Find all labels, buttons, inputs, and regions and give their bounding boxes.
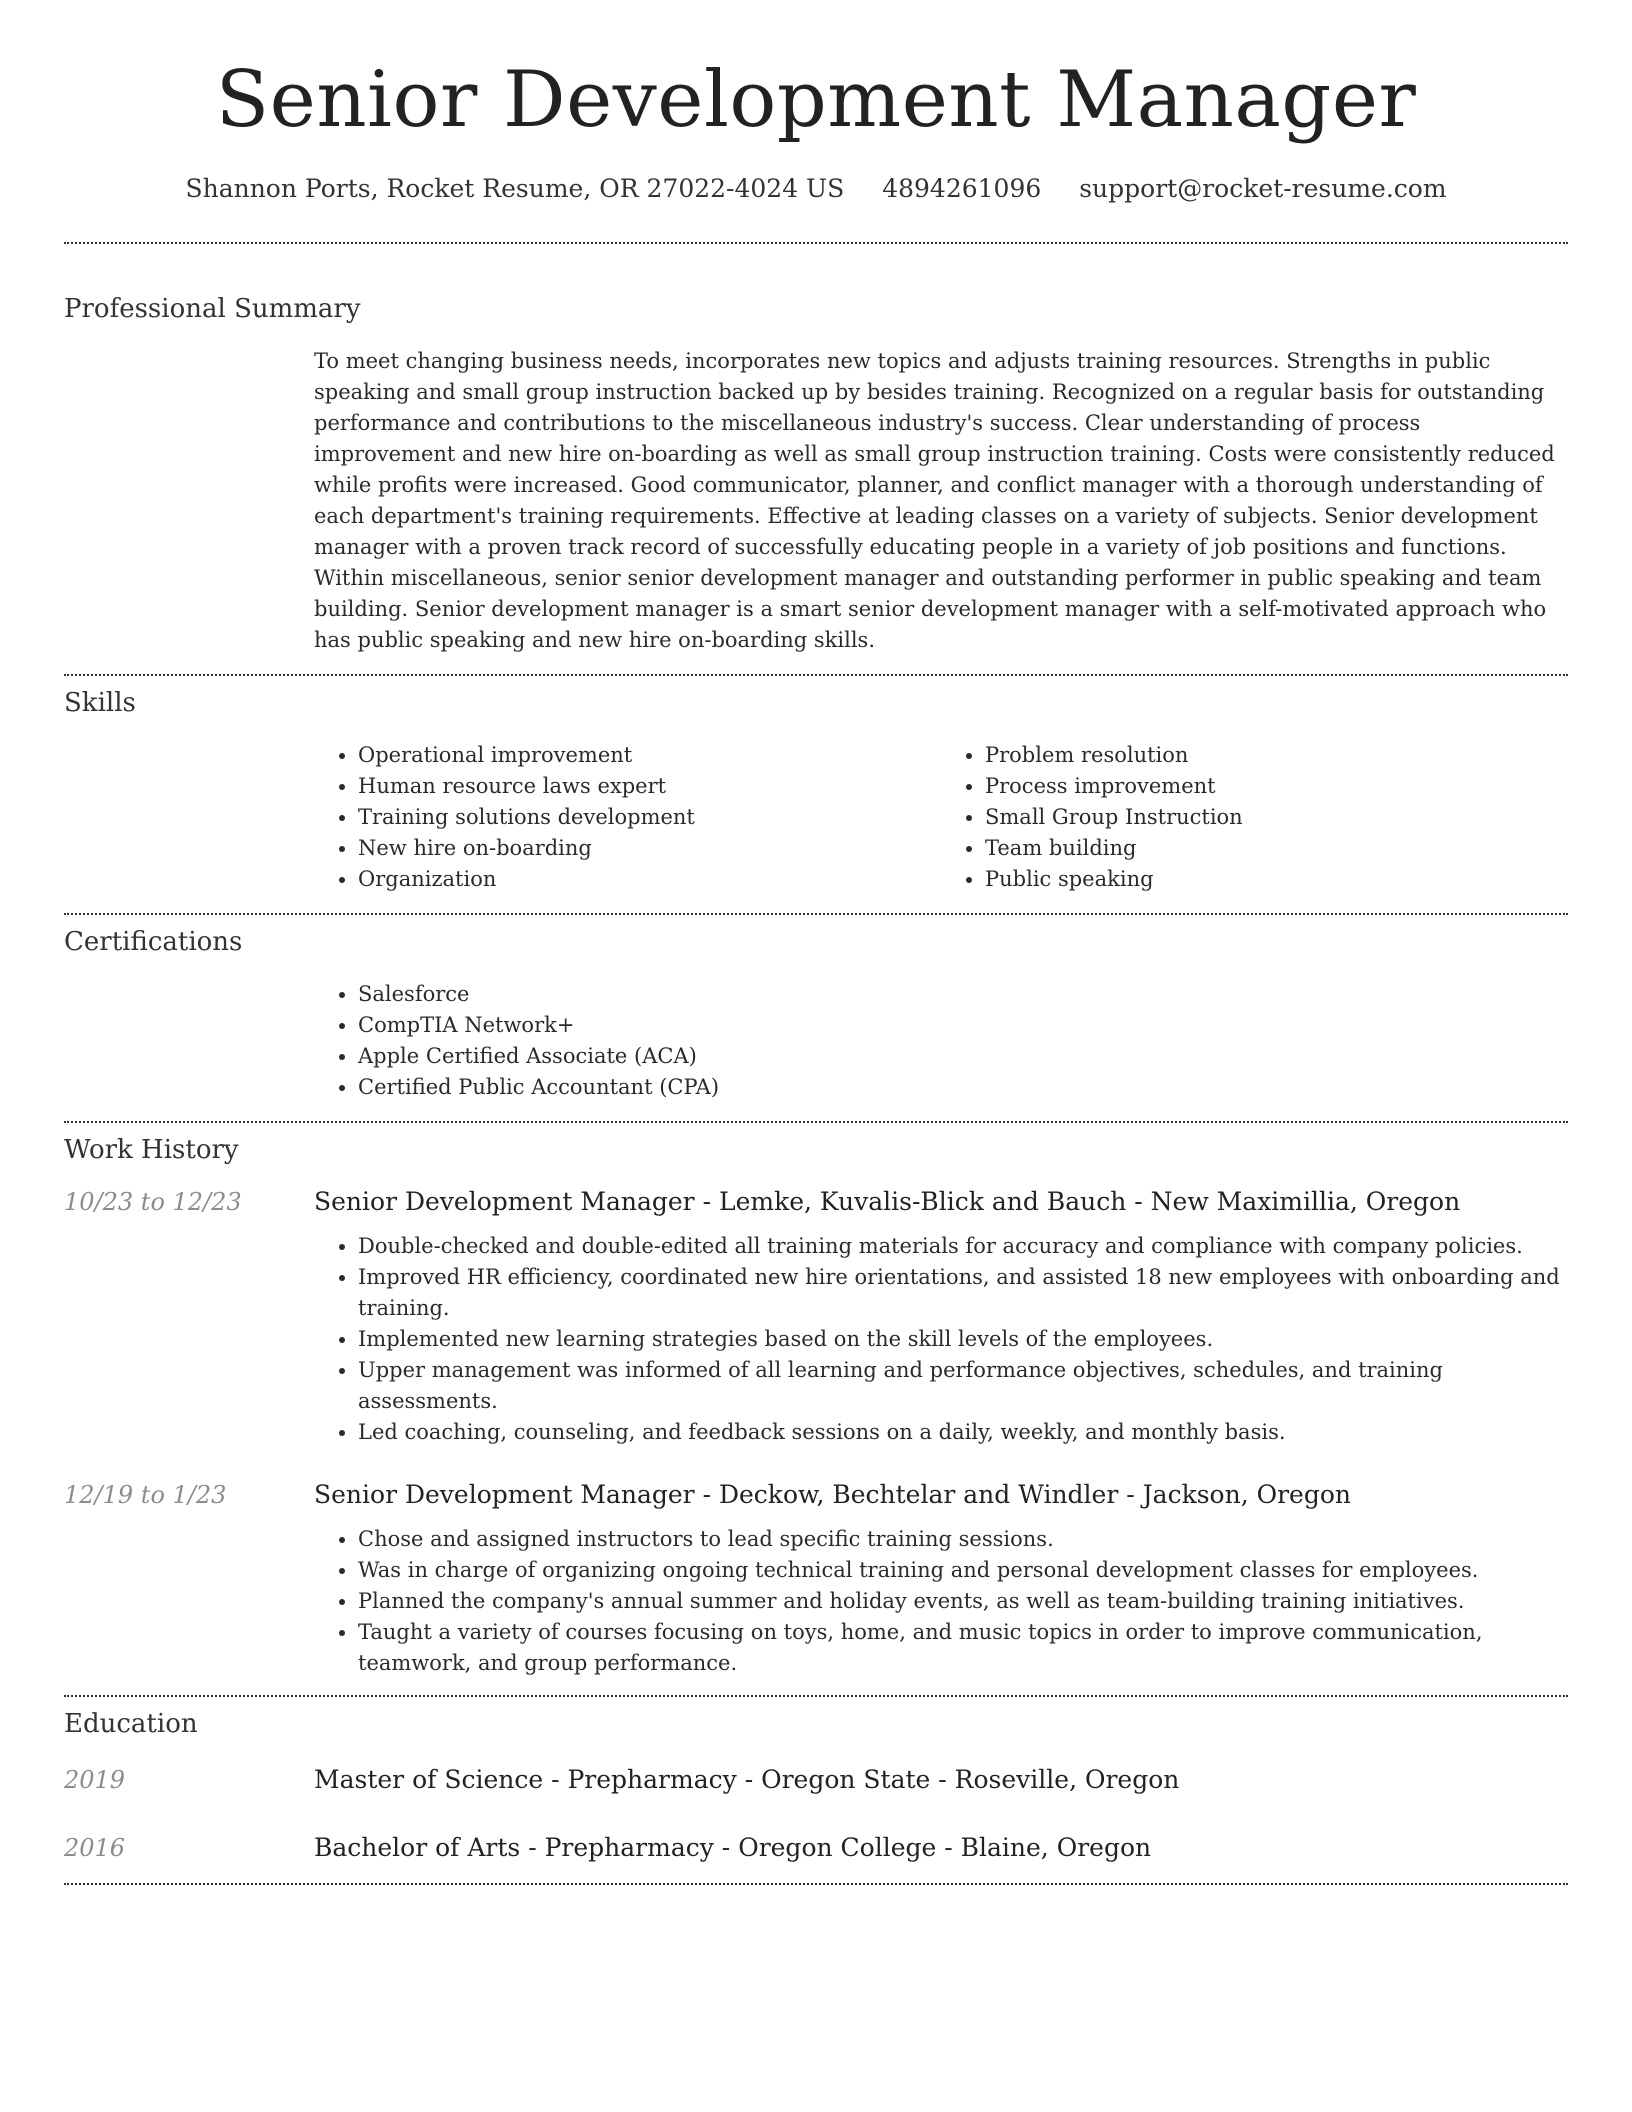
skill-item: • Human resource laws expert	[358, 771, 941, 802]
job-bullet: • Chose and assigned instructors to lead specific training sessions.	[358, 1524, 1568, 1555]
summary-content	[314, 346, 1568, 656]
skills-list-right	[941, 740, 1568, 895]
education-entry	[64, 1831, 1568, 1865]
certifications-heading: Certifications	[64, 927, 243, 957]
skills-heading: Skills	[64, 688, 136, 718]
job-heading: Senior Development Manager - Deckow, Bechtelar and Windler - Jackson, Oregon	[314, 1480, 1351, 1509]
education-heading-line: Bachelor of Arts - Prepharmacy - Oregon College - Blaine, Oregon	[314, 1833, 1152, 1862]
job-bullet: • Planned the company's annual summer and holiday events, as well as team-building training initiatives.	[358, 1586, 1568, 1617]
skill-item: • New hire on-boarding	[358, 833, 941, 864]
education-section	[64, 1697, 1568, 1865]
job-bullets	[314, 1231, 1568, 1448]
job-header	[64, 1185, 1568, 1219]
section-divider	[64, 1883, 1568, 1885]
skill-item: • Training solutions development	[358, 802, 941, 833]
contact-email: support@rocket-resume.com	[1079, 174, 1447, 203]
work-history-section	[64, 1123, 1568, 1679]
skill-item: • Small Group Instruction	[985, 802, 1568, 833]
skills-content	[314, 740, 1568, 895]
job-bullet: • Was in charge of organizing ongoing technical training and personal development classes for employees.	[358, 1555, 1568, 1586]
job-details	[314, 1231, 1568, 1448]
certifications-content	[314, 979, 1568, 1103]
job-bullet: • Double-checked and double-edited all training materials for accuracy and compliance with company policies.	[358, 1231, 1568, 1262]
certification-item: • Apple Certified Associate (ACA)	[358, 1041, 1568, 1072]
skill-item: • Public speaking	[985, 864, 1568, 895]
job-bullet: • Taught a variety of courses focusing on toys, home, and music topics in order to improve communication, teamwork, and group performance.	[358, 1617, 1568, 1679]
skills-section	[64, 676, 1568, 895]
skill-item: • Problem resolution	[985, 740, 1568, 771]
job-bullet: • Led coaching, counseling, and feedback sessions on a daily, weekly, and monthly basis.	[358, 1417, 1568, 1448]
job-heading: Senior Development Manager - Lemke, Kuvalis-Blick and Bauch - New Maximillia, Oregon	[314, 1187, 1461, 1216]
job-bullet: • Upper management was informed of all learning and performance objectives, schedules, and training assessments.	[358, 1355, 1568, 1417]
job-dates: 12/19 to 1/23	[64, 1481, 227, 1509]
skill-item: • Operational improvement	[358, 740, 941, 771]
resume-header	[64, 0, 1568, 206]
candidate-title: Senior Development Manager	[215, 55, 1417, 145]
certification-item: • Certified Public Accountant (CPA)	[358, 1072, 1568, 1103]
certifications-section	[64, 915, 1568, 1103]
summary-section	[64, 244, 1568, 656]
job-bullet: • Implemented new learning strategies based on the skill levels of the employees.	[358, 1324, 1568, 1355]
job-bullets	[314, 1524, 1568, 1679]
skill-item: • Organization	[358, 864, 941, 895]
contact-phone: 4894261096	[882, 174, 1042, 203]
work-history-heading: Work History	[64, 1135, 239, 1165]
job-entry	[64, 1185, 1568, 1448]
education-year: 2016	[64, 1834, 126, 1862]
education-heading-line: Master of Science - Prepharmacy - Oregon State - Roseville, Oregon	[314, 1765, 1180, 1794]
certification-item: • Salesforce	[358, 979, 1568, 1010]
certifications-list	[314, 979, 1568, 1103]
job-details	[314, 1524, 1568, 1679]
contact-address: Shannon Ports, Rocket Resume, OR 27022-4024 US	[185, 174, 845, 203]
summary-text: To meet changing business needs, incorporates new topics and adjusts training resources. Strengths in public speaking and small group instruction backed up by besides training. Recognized on a regular basis for outstanding performance and contributions to the miscellaneous industry's success. Clear understanding of process improvement and new hire on-boarding as well as small group instruction training. Costs were consistently reduced while profits were increased. Good communicator, planner, and conflict manager with a thorough understanding of each department's training requirements. Effective at leading classes on a variety of subjects. Senior development manager with a proven track record of successfully educating people in a variety of job positions and functions. Within miscellaneous, senior senior development manager and outstanding performer in public speaking and team building. Senior development manager is a smart senior development manager with a self-motivated approach who has public speaking and new hire on-boarding skills.	[314, 349, 1555, 652]
job-dates: 10/23 to 12/23	[64, 1188, 242, 1216]
contact-line	[64, 172, 1568, 206]
certification-item: • CompTIA Network+	[358, 1010, 1568, 1041]
education-year: 2019	[64, 1766, 126, 1794]
summary-heading: Professional Summary	[64, 294, 361, 324]
job-bullet: • Improved HR efficiency, coordinated new hire orientations, and assisted 18 new employees with onboarding and training.	[358, 1262, 1568, 1324]
education-entry	[64, 1763, 1568, 1797]
skills-list-left	[314, 740, 941, 895]
job-header	[64, 1478, 1568, 1512]
skill-item: • Process improvement	[985, 771, 1568, 802]
skill-item: • Team building	[985, 833, 1568, 864]
job-entry	[64, 1478, 1568, 1679]
education-heading: Education	[64, 1709, 198, 1739]
